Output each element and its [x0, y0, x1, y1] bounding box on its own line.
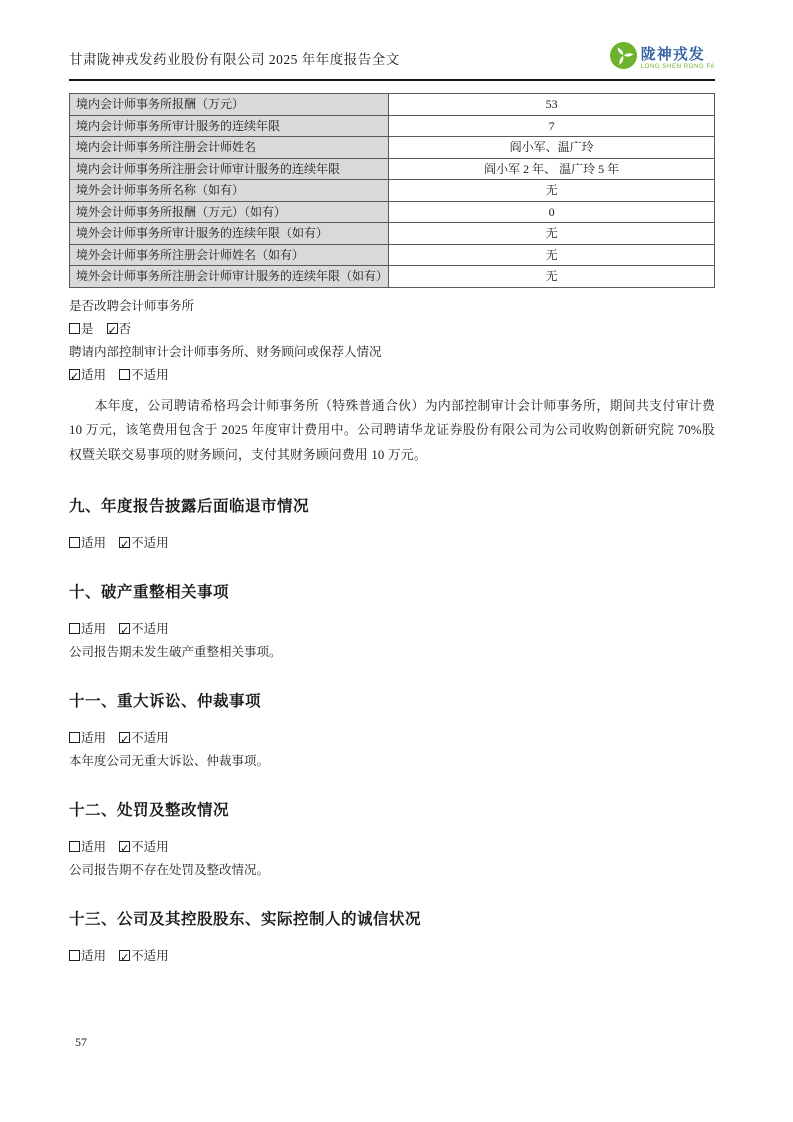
- checkbox-unchecked-icon: [69, 732, 80, 743]
- section-body: 公司报告期不存在处罚及整改情况。: [69, 863, 270, 877]
- option-not-applicable: ✓ 不适用: [119, 622, 169, 636]
- option-no: ✓ 否: [107, 322, 132, 336]
- section-options: [69, 728, 715, 748]
- checkbox-unchecked-icon: [69, 841, 80, 852]
- row-label: 境外会计师事务所审计服务的连续年限（如有）: [70, 223, 389, 245]
- section-11: [69, 689, 715, 771]
- row-value: 无: [389, 266, 715, 288]
- row-value: 53: [389, 94, 715, 116]
- option-applicable: 适用: [69, 622, 106, 636]
- section-10: [69, 580, 715, 662]
- internal-control-statement: 聘请内部控制审计会计师事务所、财务顾问或保荐人情况: [69, 344, 382, 359]
- checkbox-unchecked-icon: [119, 369, 130, 380]
- section-body: 公司报告期未发生破产重整相关事项。: [69, 645, 282, 659]
- logo-name: 陇神戎发: [640, 45, 705, 63]
- row-label: 境内会计师事务所注册会计师审计服务的连续年限: [70, 158, 389, 180]
- option-not-applicable: ✓ 不适用: [119, 949, 169, 963]
- option-not-applicable: ✓ 不适用: [119, 536, 169, 550]
- row-value: 无: [389, 180, 715, 202]
- rehire-question: 是否改聘会计师事务所: [69, 298, 195, 313]
- section-options: [69, 619, 715, 639]
- row-label: 境外会计师事务所报酬（万元）（如有）: [70, 201, 389, 223]
- option-applicable: 适用: [69, 536, 106, 550]
- row-value: 7: [389, 115, 715, 137]
- table-row: [70, 94, 715, 116]
- section-title: 十一、重大诉讼、仲裁事项: [69, 693, 262, 710]
- table-row: [70, 223, 715, 245]
- checkbox-unchecked-icon: [69, 323, 80, 334]
- option-applicable: 适用: [69, 840, 106, 854]
- checkbox-checked-icon: [119, 623, 130, 634]
- section-9: [69, 494, 715, 553]
- row-value: 阎小军、温广玲: [389, 137, 715, 159]
- checkbox-checked-icon: [119, 537, 130, 548]
- checkbox-checked-icon: [119, 950, 130, 961]
- row-label: 境外会计师事务所注册会计师审计服务的连续年限（如有）: [70, 266, 389, 288]
- option-applicable: 适用: [69, 949, 106, 963]
- checkbox-checked-icon: [119, 732, 130, 743]
- checkbox-checked-icon: [119, 841, 130, 852]
- audit-firm-table: [69, 93, 715, 288]
- logo-subtitle: LONG SHEN RONG FA: [640, 63, 715, 70]
- row-label: 境内会计师事务所报酬（万元）: [70, 94, 389, 116]
- row-value: 0: [389, 201, 715, 223]
- table-row: [70, 115, 715, 137]
- option-yes: 是: [69, 322, 94, 336]
- table-row: [70, 137, 715, 159]
- table-row: [70, 201, 715, 223]
- page-number: 57: [75, 1035, 87, 1049]
- row-label: 境外会计师事务所名称（如有）: [70, 180, 389, 202]
- table-row: [70, 244, 715, 266]
- checkbox-checked-icon: [107, 323, 118, 334]
- table-row: [70, 180, 715, 202]
- section-options: [69, 533, 715, 553]
- checkbox-unchecked-icon: [69, 537, 80, 548]
- section-title: 十、破产重整相关事项: [69, 584, 230, 601]
- section-options: [69, 946, 715, 966]
- row-label: 境内会计师事务所注册会计师姓名: [70, 137, 389, 159]
- section-title: 十二、处罚及整改情况: [69, 802, 230, 819]
- row-label: 境内会计师事务所审计服务的连续年限: [70, 115, 389, 137]
- section-title: 十三、公司及其控股股东、实际控制人的诚信状况: [69, 911, 422, 928]
- section-13: [69, 907, 715, 966]
- row-value: 阎小军 2 年、 温广玲 5 年: [389, 158, 715, 180]
- table-row: [70, 158, 715, 180]
- report-title: 甘肃陇神戎发药业股份有限公司 2025 年年度报告全文: [69, 52, 400, 67]
- section-options: [69, 837, 715, 857]
- option-not-applicable: ✓ 不适用: [119, 840, 169, 854]
- page-header: [69, 0, 715, 81]
- company-logo: [610, 42, 715, 74]
- rehire-options: [69, 319, 715, 339]
- option-not-applicable: 不适用: [119, 368, 169, 382]
- row-label: 境外会计师事务所注册会计师姓名（如有）: [70, 244, 389, 266]
- table-row: [70, 266, 715, 288]
- row-value: 无: [389, 244, 715, 266]
- checkbox-unchecked-icon: [69, 950, 80, 961]
- pinwheel-logo-icon: [610, 42, 637, 74]
- section-title: 九、年度报告披露后面临退市情况: [69, 498, 310, 515]
- checkbox-checked-icon: [69, 369, 80, 380]
- row-value: 无: [389, 223, 715, 245]
- section-body: 本年度公司无重大诉讼、仲裁事项。: [69, 754, 270, 768]
- checkbox-unchecked-icon: [69, 623, 80, 634]
- section-12: [69, 798, 715, 880]
- option-applicable: ✓适用: [69, 368, 106, 382]
- internal-control-options: [69, 365, 715, 385]
- internal-control-paragraph: 本年度，公司聘请希格玛会计师事务所（特殊普通合伙）为内部控制审计会计师事务所，期间共支付审计费 10 万元，该笔费用包含于 2025 年度审计费用中。公司聘请华龙证券股份有限公司为公司收购创新研究院 70%股权暨关联交易事项的财务顾问，支付其财务顾问费用 10 万元。: [69, 398, 715, 462]
- option-applicable: 适用: [69, 731, 106, 745]
- option-not-applicable: ✓ 不适用: [119, 731, 169, 745]
